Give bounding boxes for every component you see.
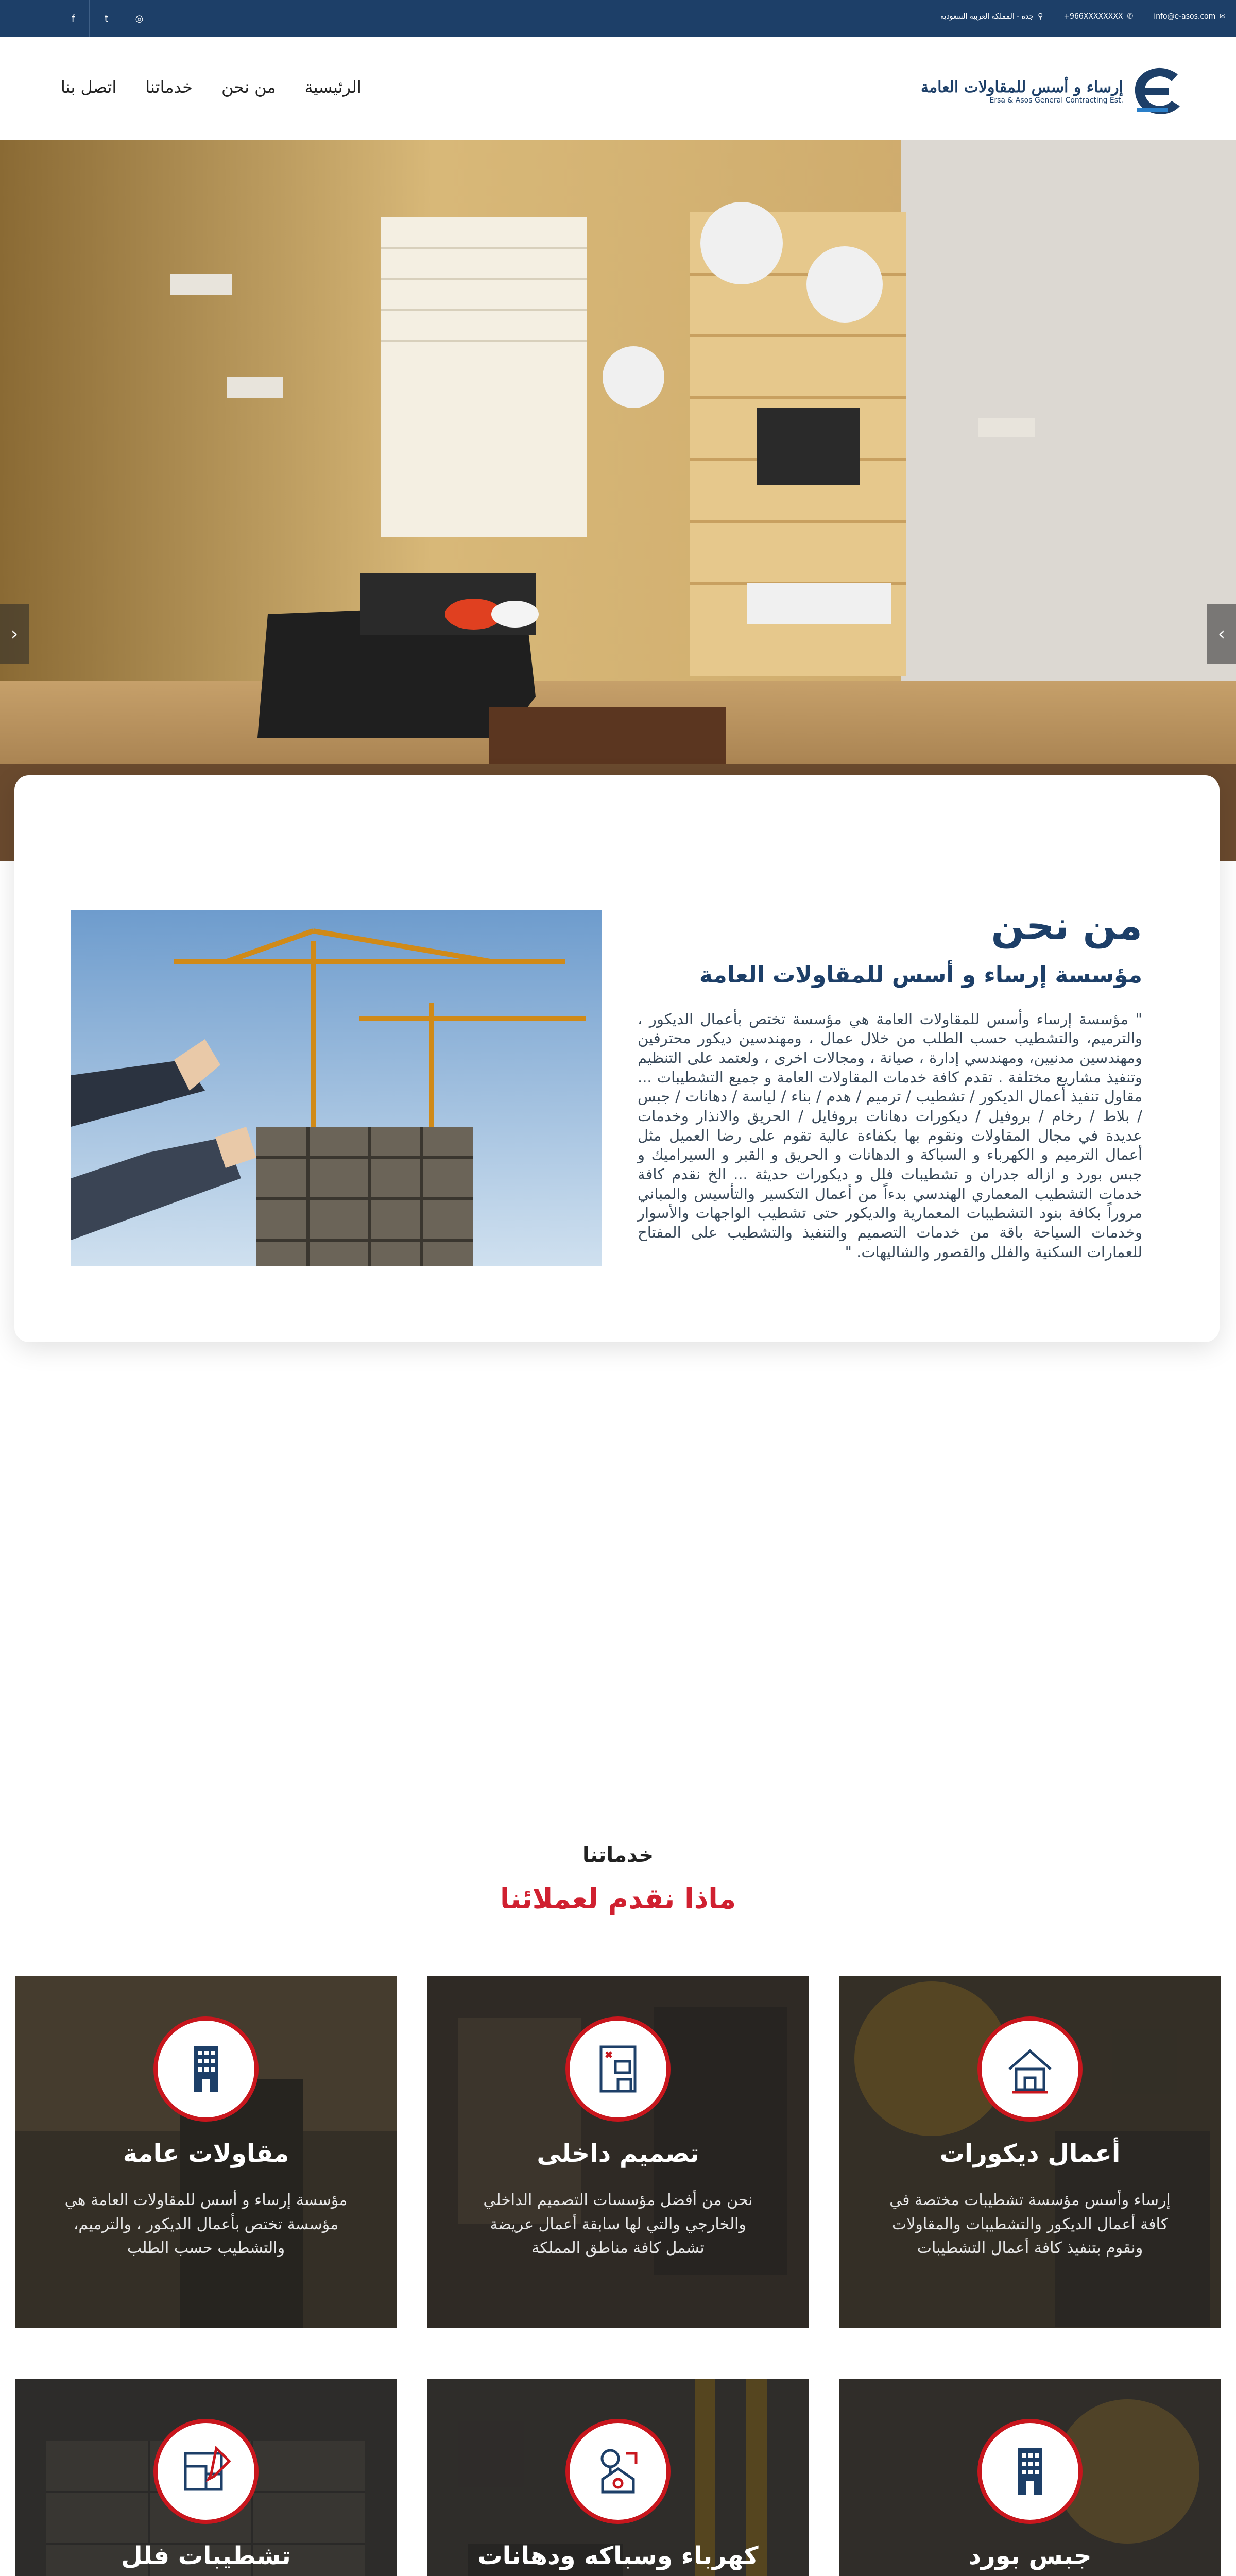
logo-mark-icon [1130, 63, 1187, 120]
nav-home[interactable]: الرئيسية [304, 77, 362, 97]
top-location: ⚲ جدة - المملكة العربية السعودية [940, 12, 1043, 21]
building-icon [977, 2419, 1083, 2524]
main-navbar [0, 37, 1236, 140]
instagram-icon[interactable]: ◎ [123, 0, 156, 37]
service-title: جبس بورد [968, 2541, 1092, 2570]
service-title: أعمال ديكورات [939, 2139, 1121, 2168]
slider-next-arrow[interactable]: › [1207, 604, 1236, 664]
electric-plumbing-icon [565, 2419, 671, 2524]
service-card-interior-design[interactable] [427, 1976, 809, 2328]
location-pin-icon: ⚲ [1038, 12, 1043, 21]
top-email[interactable]: ✉ info@e-asos.com [1154, 12, 1226, 21]
nav-contact[interactable]: اتصل بنا [61, 77, 117, 97]
about-subheading: مؤسسة إرساء و أسس للمقاولات العامة [699, 961, 1142, 988]
service-title: مقاولات عامة [123, 2139, 289, 2168]
services-heading: ماذا نقدم لعملائنا [500, 1883, 736, 1915]
about-paragraph: " مؤسسة إرساء وأسس للمقاولات العامة هي مؤسسة تختص بأعمال الديكور ، والترميم، والتشطيب حسب الطلب من خلال عمال ، ومهندسين ديكور محترفين ومهندسين مدنيين، ومهندسي إدارة ، صيانة ، ومجالات اخرى ، ولعتمد على التنظيم وتنفيذ مشاريع مختلفة . تقدم كافة خدمات المقاولات العامة و جميع التشطيبات ... مقاول تنفيذ أعمال الديكور / تشطيب / ترميم / هدم / بناء / لياسة / دهانات / جبس / بلاط / رخام / بروفيل / ديكورات دهانات بروفايل / الحريق والانذار وخدمات عديدة في مجال المقاولات ونقوم بها بكفاءة عالية تقوم على رضا العميل مثل أعمال الترميم و الكهرباء و السباكة و الدهانات و الحريق و القبر و السيراميك و جبس بورد و ازاله جدران و تشطيبات فلل و ديكورات حديثة ... الخ نقدم كافة خدمات التشطيب المعماري الهندسي بدءاً من أعمال التكسير والتأسيس والمباني مروراً بكافة بنود التشطيبات المعمارية والديكور حتى تشطيب الواجهات والأسوار وخدمات السياحة باقة من خدمات التصميم والتنفيذ والتشطيب على المفتاح للعمارات السكنية والفلل والقصور والشاليهات. " [638, 1010, 1142, 1261]
facebook-icon[interactable]: f [57, 0, 90, 37]
nav-about[interactable]: من نحن [221, 77, 276, 97]
interior-design-icon [565, 2016, 671, 2122]
top-bar [0, 0, 1236, 37]
main-menu [61, 77, 362, 97]
nav-services[interactable]: خدماتنا [145, 77, 193, 97]
logo-english-name: Ersa & Asos General Contracting Est. [989, 96, 1123, 105]
slider-prev-arrow[interactable]: ‹ [0, 604, 29, 664]
envelope-icon: ✉ [1220, 12, 1226, 21]
hero-image [0, 140, 1236, 861]
services-label: خدماتنا [582, 1843, 654, 1867]
building-icon [153, 2016, 259, 2122]
logo-arabic-name: إرساء و أسس للمقاولات العامة [920, 78, 1123, 96]
top-social-links [57, 0, 156, 37]
service-description: نحن من أفضل مؤسسات التصميم الداخلي والخارجي والتي لها سابقة أعمال عريضة تشمل كافة مناطق المملكة [483, 2191, 753, 2257]
twitter-icon[interactable]: t [90, 0, 123, 37]
blueprint-icon [153, 2419, 259, 2524]
service-description: إرساء وأسس مؤسسة تشطيبات مختصة في كافة أعمال الديكور والتشطيبات والمقاولات ونقوم بتنفيذ كافة أعمال التشطيبات [889, 2191, 1171, 2257]
phone-icon: ✆ [1127, 12, 1134, 21]
top-contact-info [940, 12, 1226, 21]
service-card-electric-plumbing-paint[interactable] [427, 2379, 809, 2576]
hero-slider [0, 140, 1236, 861]
service-card-villa-finishing[interactable] [15, 2379, 397, 2576]
about-heading: من نحن [991, 903, 1142, 948]
site-logo[interactable] [920, 63, 1187, 120]
service-card-decor-works[interactable] [839, 1976, 1221, 2328]
decor-icon [977, 2016, 1083, 2122]
top-phone[interactable]: ✆ +966XXXXXXXX [1063, 12, 1134, 21]
about-section [14, 775, 1220, 1342]
about-text-block [638, 904, 1142, 1262]
service-card-general-contracting[interactable] [15, 1976, 397, 2328]
service-card-gypsum-board[interactable] [839, 2379, 1221, 2576]
service-description: مؤسسة إرساء و أسس للمقاولات العامة هي مؤسسة تختص بأعمال الديكور ، والترميم، والتشطيب حسب الطلب [64, 2191, 348, 2257]
construction-image [71, 910, 602, 1266]
service-title: تصميم داخلى [537, 2139, 699, 2168]
service-title: تشطيبات فلل [121, 2541, 291, 2570]
service-title: كهرباء وسباكه ودهانات [477, 2541, 759, 2570]
services-header [0, 1843, 1236, 1915]
